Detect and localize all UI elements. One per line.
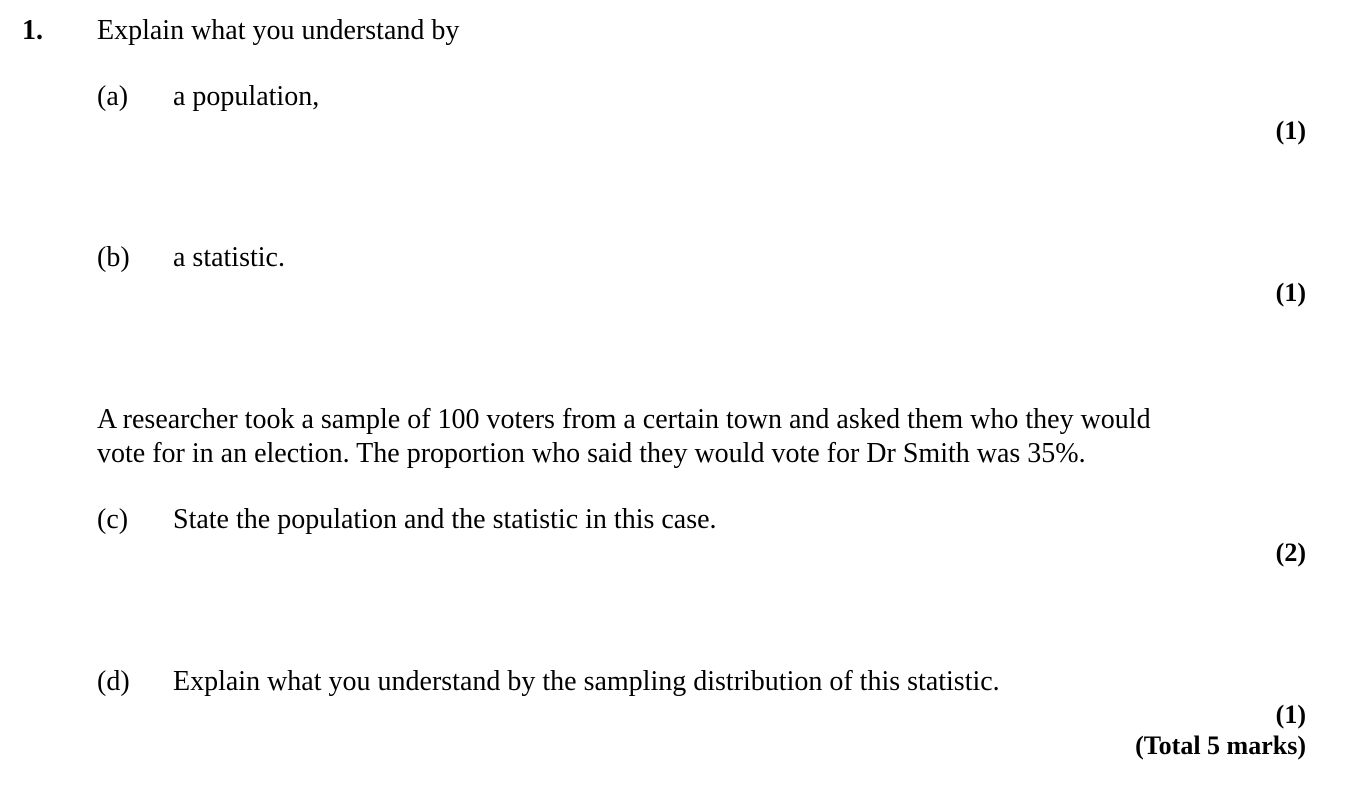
part-c-text: State the population and the statistic in this case. — [173, 504, 717, 535]
part-b-text: a statistic. — [173, 242, 285, 273]
total-marks: (Total 5 marks) — [1135, 731, 1306, 760]
question-intro: Explain what you understand by — [97, 15, 460, 46]
part-d-text: Explain what you understand by the sampling distribution of this statistic. — [173, 666, 1000, 697]
part-c-label: (c) — [97, 504, 129, 535]
part-b-label: (b) — [97, 242, 130, 273]
part-a-label: (a) — [97, 81, 129, 112]
part-d-marks: (1) — [1275, 700, 1306, 729]
context-line-1: A researcher took a sample of 100 voters from a certain town and asked them who they would — [97, 404, 1151, 435]
context-paragraph — [97, 403, 1237, 471]
part-c-marks: (2) — [1275, 538, 1306, 567]
part-a-marks: (1) — [1275, 116, 1306, 145]
context-line-2: vote for in an election. The proportion who said they would vote for Dr Smith was 35%. — [97, 438, 1086, 469]
part-d-label: (d) — [97, 666, 130, 697]
part-b-marks: (1) — [1275, 278, 1306, 307]
question-number: 1. — [22, 15, 43, 46]
part-a-text: a population, — [173, 81, 320, 112]
